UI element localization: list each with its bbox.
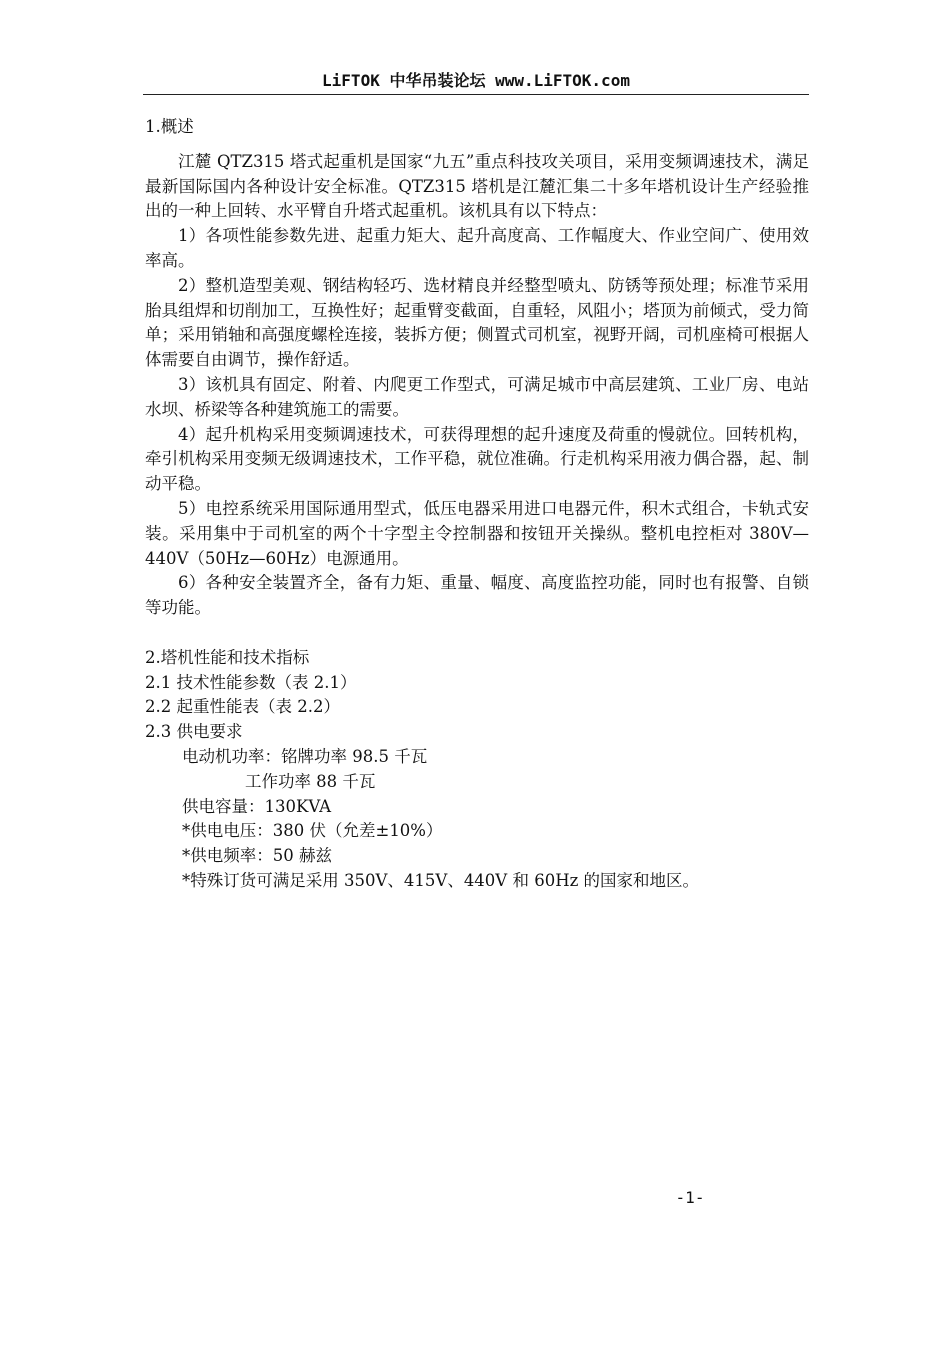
supply-frequency: *供电频率：50 赫兹 xyxy=(182,846,332,866)
feature-item-4: 4）起升机构采用变频调速技术，可获得理想的起升速度及荷重的慢就位。回转机构，牵引机构采用变频无级调速技术，工作平稳，就位准确。行走机构采用液力偶合器，起、制动平稳。 xyxy=(145,424,809,494)
feature-item-6: 6）各种安全装置齐全，备有力矩、重量、幅度、高度监控功能，同时也有报警、自锁等功能。 xyxy=(145,573,809,618)
feature-item-2: 2）整机造型美观、钢结构轻巧、选材精良并经整型喷丸、防锈等预处理；标准节采用胎具组焊和切削加工，互换性好；起重臂变截面，自重轻，风阻小；塔顶为前倾式，受力简单；采用销轴和高强度螺栓连接，装拆方便；侧置式司机室，视野开阔，司机座椅可根据人体需要自由调节，操作舒适。 xyxy=(145,275,809,370)
feature-item-1: 1）各项性能参数先进、起重力矩大、起升高度高、工作幅度大、作业空间广、使用效率高。 xyxy=(145,226,809,270)
subsection-2-3: 2.3 供电要求 xyxy=(145,722,243,742)
special-order-note: *特殊订货可满足采用 350V、415V、440V 和 60Hz 的国家和地区。 xyxy=(182,870,700,890)
power-requirements xyxy=(145,745,809,894)
subsection-2-2: 2.2 起重性能表（表 2.2） xyxy=(145,697,340,717)
header-divider xyxy=(143,94,809,95)
supply-capacity: 供电容量：130KVA xyxy=(182,796,332,816)
subsection-2-1: 2.1 技术性能参数（表 2.1） xyxy=(145,672,357,692)
motor-rated-power: 电动机功率：铭牌功率 98.5 千瓦 xyxy=(182,746,428,766)
page-header: LiFTOK 中华吊装论坛 www.LiFTOK.com xyxy=(322,71,630,90)
section-1-heading: 1.概述 xyxy=(145,117,194,136)
feature-item-5: 5）电控系统采用国际通用型式，低压电器采用进口电器元件，积木式组合，卡轨式安装。采用集中于司机室的两个十字型主令控制器和按钮开关操纵。整机电控柜对 380V—440V（50Hz—60Hz）电源通用。 xyxy=(145,498,809,568)
section-1-intro: 江麓 QTZ315 塔式起重机是国家“九五”重点科技攻关项目，采用变频调速技术，满足最新国际国内各种设计安全标准。QTZ315 塔机是江麓汇集二十多年塔机设计生产经验推出的一种上回转、水平臂自升塔式起重机。该机具有以下特点： xyxy=(145,151,809,221)
feature-item-3: 3）该机具有固定、附着、内爬更工作型式，可满足城市中高层建筑、工业厂房、电站水坝、桥梁等各种建筑施工的需要。 xyxy=(145,374,809,419)
supply-voltage: *供电电压：380 伏（允差±10%） xyxy=(182,821,443,841)
document-body xyxy=(145,115,809,894)
motor-working-power: 工作功率 88 千瓦 xyxy=(182,771,376,791)
section-2-heading: 2.塔机性能和技术指标 xyxy=(145,647,310,667)
page-number: -1- xyxy=(675,1188,705,1207)
